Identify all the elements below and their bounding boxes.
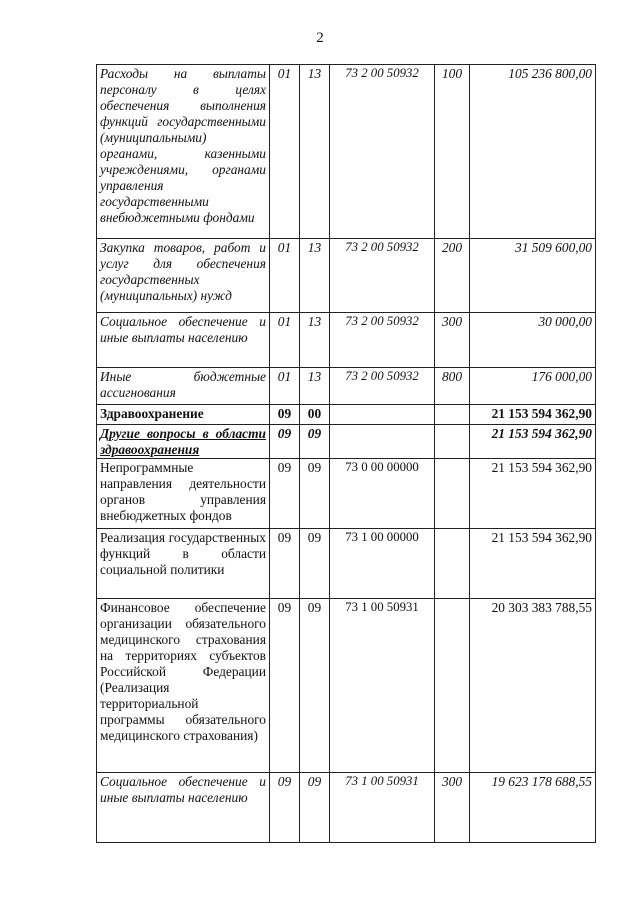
expense-name-cell: Социальное обеспечение и иные выплаты населению [97,313,270,368]
expense-type-cell: 100 [435,65,470,239]
target-article-cell: 73 2 00 50932 [330,368,435,405]
table-row [97,239,596,313]
amount-cell: 176 000,00 [470,368,596,405]
expense-type-cell: 800 [435,368,470,405]
expense-name-cell: Реализация государственных функций в области социальной политики [97,529,270,599]
expense-name-cell: Закупка товаров, работ и услуг для обеспечения государственных (муниципальных) нужд [97,239,270,313]
expense-type-cell: 300 [435,773,470,843]
amount-cell: 21 153 594 362,90 [470,459,596,529]
target-article-cell: 73 2 00 50932 [330,65,435,239]
expense-type-cell [435,405,470,425]
expense-type-cell [435,599,470,773]
table-row [97,65,596,239]
subsection-code-cell: 09 [300,459,330,529]
table-row [97,459,596,529]
table-row [97,425,596,459]
expense-name-cell: Непрограммные направления деятельности органов управления внебюджетных фондов [97,459,270,529]
section-code-cell: 09 [270,529,300,599]
section-code-cell: 01 [270,313,300,368]
subsection-code-cell: 13 [300,239,330,313]
section-code-cell: 09 [270,599,300,773]
section-code-cell: 09 [270,773,300,843]
amount-cell: 31 509 600,00 [470,239,596,313]
expense-name-cell: Финансовое обеспечение организации обязательного медицинского страхования на территориях субъектов Российской Федерации (Реализация территориальной программы обязательного медицинского страхования) [97,599,270,773]
section-code-cell: 01 [270,239,300,313]
amount-cell: 21 153 594 362,90 [470,405,596,425]
target-article-cell: 73 1 00 50931 [330,773,435,843]
expense-type-cell [435,425,470,459]
target-article-cell: 73 0 00 00000 [330,459,435,529]
subsection-code-cell: 09 [300,425,330,459]
expense-name-cell: Другие вопросы в области здравоохранения [97,425,270,459]
subsection-code-cell: 09 [300,773,330,843]
amount-cell: 21 153 594 362,90 [470,529,596,599]
table-row [97,405,596,425]
amount-cell: 20 303 383 788,55 [470,599,596,773]
section-code-cell: 01 [270,368,300,405]
target-article-cell [330,425,435,459]
subsection-code-cell: 13 [300,65,330,239]
section-code-cell: 01 [270,65,300,239]
expense-type-cell: 300 [435,313,470,368]
expense-name-cell: Социальное обеспечение и иные выплаты населению [97,773,270,843]
subsection-code-cell: 09 [300,529,330,599]
page-number: 2 [316,30,324,46]
subsection-code-cell: 00 [300,405,330,425]
table-row [97,368,596,405]
target-article-cell: 73 1 00 00000 [330,529,435,599]
subsection-code-cell: 13 [300,368,330,405]
expense-type-cell [435,459,470,529]
target-article-cell: 73 2 00 50932 [330,313,435,368]
expense-name-cell: Расходы на выплаты персоналу в целях обеспечения выполнения функций государственными (муниципальными) органами, казенными учреждениями, органами управления государственными внебюджетными фондами [97,65,270,239]
table-row [97,529,596,599]
budget-table-body [97,65,596,843]
table-row [97,599,596,773]
subsection-code-cell: 13 [300,313,330,368]
target-article-cell [330,405,435,425]
expense-type-cell: 200 [435,239,470,313]
budget-table [96,64,596,843]
amount-cell: 105 236 800,00 [470,65,596,239]
section-code-cell: 09 [270,405,300,425]
table-row [97,773,596,843]
expense-type-cell [435,529,470,599]
expense-name-cell: Здравоохранение [97,405,270,425]
target-article-cell: 73 2 00 50932 [330,239,435,313]
expense-name-cell: Иные бюджетные ассигнования [97,368,270,405]
table-row [97,313,596,368]
amount-cell: 30 000,00 [470,313,596,368]
amount-cell: 21 153 594 362,90 [470,425,596,459]
section-code-cell: 09 [270,425,300,459]
amount-cell: 19 623 178 688,55 [470,773,596,843]
subsection-code-cell: 09 [300,599,330,773]
target-article-cell: 73 1 00 50931 [330,599,435,773]
section-code-cell: 09 [270,459,300,529]
